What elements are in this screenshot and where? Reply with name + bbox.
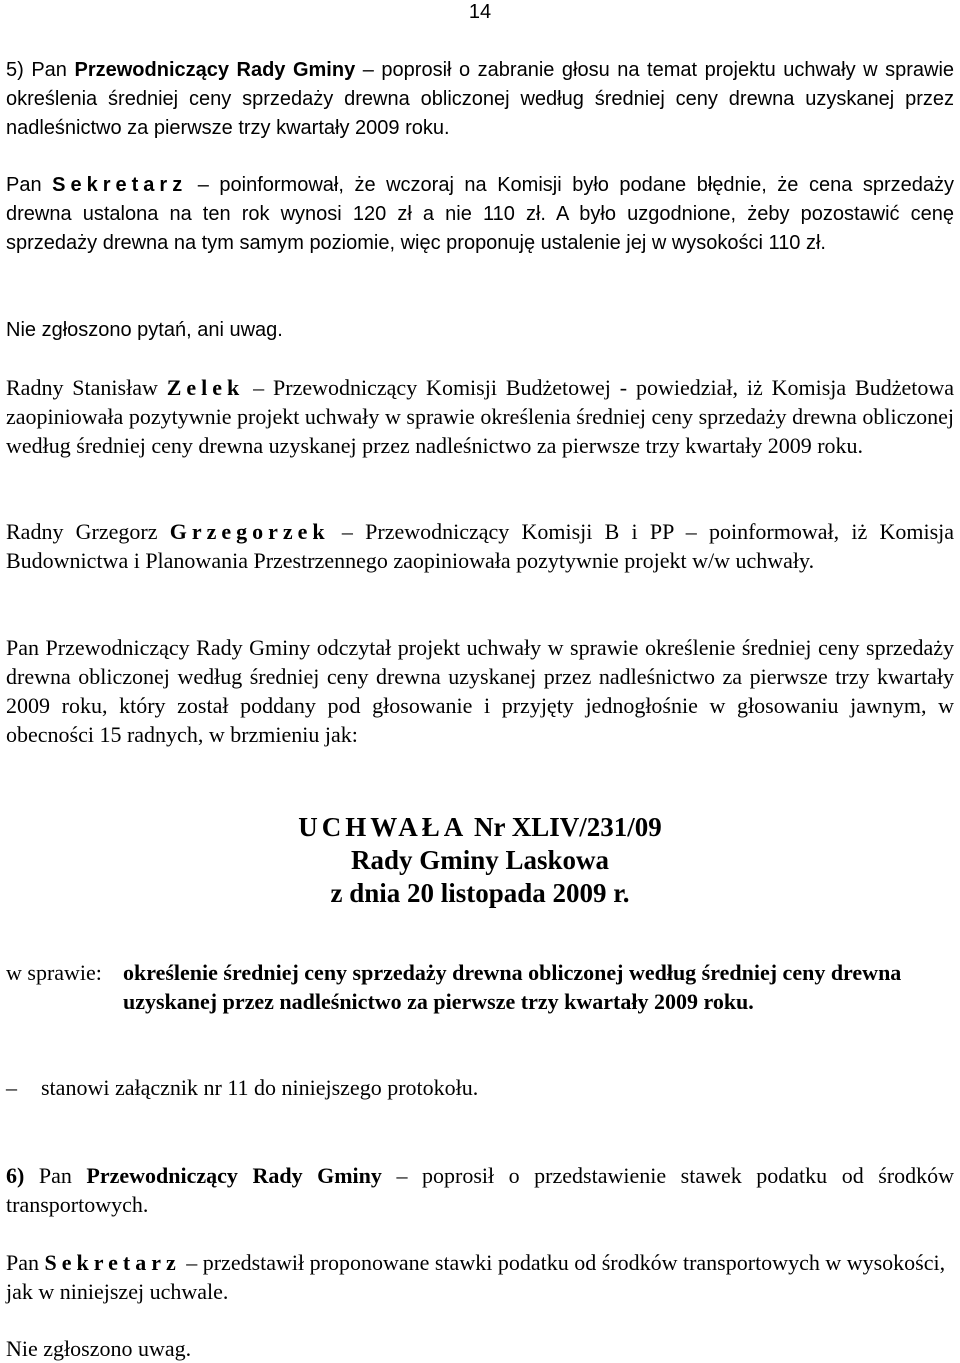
paragraph-grzegorzek xyxy=(6,517,954,575)
paragraph-text: – Przewodniczący Komisji Budżetowej - powiedział, iż Komisja Budżetowa zaopiniowała pozytywnie projekt uchwały w sprawie określenia średniej ceny sprzedaży drewna obliczonej według średniej ceny drewna uzyskanej przez nadleśnictwo za pierwsze trzy kwartały 2009 roku. xyxy=(6,375,954,458)
speaker-title: Radny Grzegorz xyxy=(6,519,158,544)
paragraph-item-5 xyxy=(6,56,954,143)
resolution-number: Nr XLIV/231/09 xyxy=(474,812,662,842)
paragraph-secretary-rates xyxy=(6,1248,954,1306)
paragraph-text: – przedstawił proponowane stawki podatku od środków transportowych w wysokości, jak w niniejszej uchwale. xyxy=(6,1250,946,1304)
resolution-subject xyxy=(6,958,950,1016)
speaker-name: Sekretarz xyxy=(52,174,188,196)
subject-text: określenie średniej ceny sprzedaży drewna obliczonej według średniej ceny drewna uzyskanej przez nadleśnictwo za pierwsze trzy kwartały 2009 roku. xyxy=(123,960,902,1014)
attachment-dash: – xyxy=(6,1075,17,1100)
speaker-title: Pan xyxy=(6,174,42,196)
paragraph-reading: Pan Przewodniczący Rady Gminy odczytał projekt uchwały w sprawie określenie średniej ceny sprzedaży drewna obliczonej według średniej ceny drewna uzyskanej przez nadleśnictwo za pierwsze trzy kwartały 2009 roku, który został poddany pod głosowanie i przyjęty jednogłośnie w głosowaniu jawnym, w obecności 15 radnych, w brzmieniu jak: xyxy=(6,635,954,747)
paragraph-text: – poprosił o przedstawienie stawek podatku od środków transportowych. xyxy=(6,1163,955,1217)
speaker-name: Sekretarz xyxy=(44,1250,181,1275)
paragraph-item-6 xyxy=(6,1161,954,1219)
paragraph-text: – poinformował, że wczoraj na Komisji było podane błędnie, że cena sprzedaży drewna ustalona na ten rok wynosi 120 zł a nie 110 zł. A było uzgodnione, żeby pozostawić cenę sprzedaży drewna na tym samym poziomie, więc proponuję ustalenie jej w wysokości 110 zł. xyxy=(6,174,955,254)
subject-label: w sprawie: xyxy=(6,960,102,985)
paragraph-no-questions: Nie zgłoszono pytań, ani uwag. xyxy=(6,319,283,341)
attachment-text: stanowi załącznik nr 11 do niniejszego protokołu. xyxy=(41,1075,479,1100)
item-number: 5) xyxy=(6,59,24,81)
speaker-title: Pan xyxy=(31,59,67,81)
paragraph-secretary xyxy=(6,171,954,258)
resolution-title xyxy=(0,810,960,844)
resolution-date: z dnia 20 listopada 2009 r. xyxy=(330,878,630,908)
speaker-title: Pan xyxy=(6,1250,39,1275)
attachment-line xyxy=(6,1075,954,1101)
paragraph-no-remarks: Nie zgłoszono uwag. xyxy=(6,1336,192,1361)
resolution-title-word: UCHWAŁA xyxy=(298,812,468,842)
page-number: 14 xyxy=(468,1,492,23)
speaker-name: Grzegorzek xyxy=(169,519,330,544)
speaker-name: Zelek xyxy=(166,375,245,400)
speaker-title: Pan xyxy=(38,1163,72,1188)
item-number: 6) xyxy=(6,1163,25,1188)
resolution-body: Rady Gminy Laskowa xyxy=(350,845,610,875)
paragraph-text: – Przewodniczący Komisji B i PP – poinformował, iż Komisja Budownictwa i Planowania Przestrzennego zaopiniowała pozytywnie projekt w/w uchwały. xyxy=(6,519,955,573)
speaker-title: Radny Stanisław xyxy=(6,375,158,400)
paragraph-text: – poprosił o zabranie głosu na temat projektu uchwały w sprawie określenia średniej ceny sprzedaży drewna obliczonej według średniej ceny drewna uzyskanej przez nadleśnictwo za pierwsze trzy kwartały 2009 roku. xyxy=(6,59,955,139)
speaker-name: Przewodniczący Rady Gminy xyxy=(74,59,356,81)
paragraph-zelek xyxy=(6,373,954,460)
speaker-name: Przewodniczący Rady Gminy xyxy=(86,1163,382,1188)
